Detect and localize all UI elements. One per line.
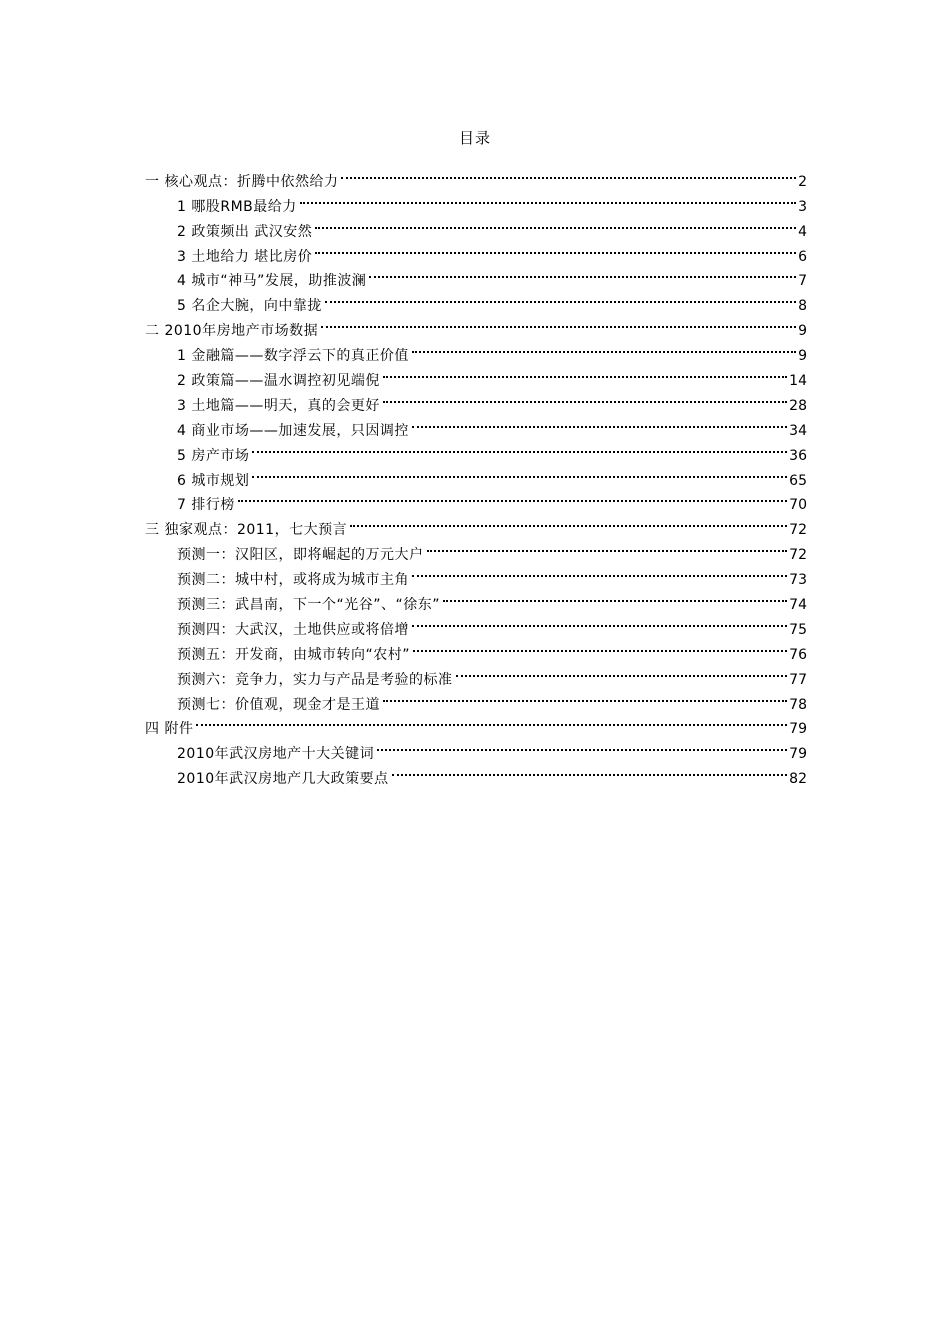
toc-entry-label: 预测四：大武汉，土地供应或将倍增 bbox=[177, 621, 409, 638]
toc-page-number: 72 bbox=[789, 522, 807, 539]
toc-page-number: 77 bbox=[789, 671, 807, 688]
toc-page-number: 74 bbox=[789, 597, 807, 614]
toc-entry-label: 1 金融篇——数字浮云下的真正价值 bbox=[177, 348, 409, 365]
toc-page-number: 79 bbox=[789, 721, 807, 738]
toc-page-number: 9 bbox=[798, 348, 807, 365]
toc-dot-leader bbox=[383, 360, 787, 385]
toc-page-number: 76 bbox=[789, 646, 807, 663]
toc-page-number: 14 bbox=[789, 373, 807, 390]
toc-entry-label: 7 排行榜 bbox=[177, 497, 235, 514]
toc-entry-label: 二 2010年房地产市场数据 bbox=[145, 323, 319, 340]
toc-page-number: 9 bbox=[798, 323, 807, 340]
toc-section-entry[interactable] bbox=[145, 509, 807, 539]
toc-entry-label: 2 政策篇——温水调控初见端倪 bbox=[177, 373, 380, 390]
toc-dot-leader bbox=[443, 584, 787, 609]
toc-dot-leader bbox=[377, 733, 787, 758]
toc-dot-leader bbox=[412, 410, 787, 435]
toc-entry-label: 预测二：城中村，或将成为城市主角 bbox=[177, 572, 409, 589]
toc-entry-label: 3 土地篇——明天，真的会更好 bbox=[177, 397, 380, 414]
toc-page-number: 79 bbox=[789, 746, 807, 763]
toc-page-number: 65 bbox=[789, 472, 807, 489]
toc-entry-label: 一 核心观点：折腾中依然给力 bbox=[145, 173, 339, 190]
toc-section-entry[interactable] bbox=[145, 709, 807, 738]
toc-page-number: 70 bbox=[789, 497, 807, 514]
toc-entry-label: 3 土地给力 堪比房价 bbox=[177, 248, 313, 265]
toc-page-number: 7 bbox=[798, 273, 807, 290]
toc-entry-label: 预测七：价值观，现金才是王道 bbox=[177, 696, 380, 713]
toc-page-number: 8 bbox=[798, 298, 807, 315]
toc-entry-label: 预测五：开发商，由城市转向“农村” bbox=[177, 646, 411, 663]
toc-dot-leader bbox=[392, 758, 788, 783]
toc-dot-leader bbox=[315, 211, 796, 236]
toc-entry-label: 4 城市“神马”发展，助推波澜 bbox=[177, 273, 367, 290]
toc-dot-leader bbox=[300, 186, 796, 211]
toc-entry-label: 预测一：汉阳区，即将崛起的万元大户 bbox=[177, 547, 424, 564]
toc-dot-leader bbox=[252, 460, 787, 485]
toc-page-number: 72 bbox=[789, 547, 807, 564]
toc-dot-leader bbox=[412, 335, 796, 360]
toc-entry-label: 4 商业市场——加速发展，只因调控 bbox=[177, 422, 409, 439]
toc-page-number: 34 bbox=[789, 422, 807, 439]
toc-dot-leader bbox=[383, 385, 787, 410]
toc-dot-leader bbox=[412, 559, 787, 584]
table-of-contents bbox=[145, 161, 807, 788]
toc-dot-leader bbox=[413, 634, 787, 659]
toc-dot-leader bbox=[341, 161, 796, 186]
toc-page-number: 2 bbox=[798, 173, 807, 190]
toc-entry-label: 5 名企大腕，向中靠拢 bbox=[177, 298, 322, 315]
toc-page-number: 73 bbox=[789, 572, 807, 589]
toc-dot-leader bbox=[383, 684, 787, 709]
toc-dot-leader bbox=[238, 485, 787, 510]
toc-dot-leader bbox=[350, 509, 787, 534]
toc-dot-leader bbox=[315, 236, 796, 261]
toc-dot-leader bbox=[369, 261, 796, 286]
toc-dot-leader bbox=[325, 285, 796, 310]
toc-subsection-entry[interactable] bbox=[145, 733, 807, 763]
toc-page-number: 78 bbox=[789, 696, 807, 713]
toc-page-number: 28 bbox=[789, 397, 807, 414]
toc-page-number: 36 bbox=[789, 447, 807, 464]
toc-entry-label: 6 城市规划 bbox=[177, 472, 250, 489]
toc-dot-leader bbox=[252, 435, 787, 460]
toc-page-number: 4 bbox=[798, 223, 807, 240]
toc-dot-leader bbox=[456, 659, 788, 684]
toc-entry-label: 5 房产市场 bbox=[177, 447, 250, 464]
toc-page-number: 82 bbox=[789, 771, 807, 788]
toc-dot-leader bbox=[321, 310, 796, 335]
toc-entry-label: 三 独家观点：2011，七大预言 bbox=[145, 522, 348, 539]
toc-entry-label: 预测三：武昌南，下一个“光谷”、“徐东” bbox=[177, 597, 441, 614]
toc-page-number: 75 bbox=[789, 621, 807, 638]
toc-entry-label: 预测六：竞争力，实力与产品是考验的标准 bbox=[177, 671, 453, 688]
toc-page-number: 6 bbox=[798, 248, 807, 265]
toc-dot-leader bbox=[412, 609, 787, 634]
toc-entry-label: 2 政策频出 武汉安然 bbox=[177, 223, 313, 240]
toc-dot-leader bbox=[427, 534, 788, 559]
toc-entry-label: 1 哪股RMB最给力 bbox=[177, 198, 297, 215]
toc-page-number: 3 bbox=[798, 198, 807, 215]
toc-title: 目录 bbox=[458, 129, 491, 147]
toc-dot-leader bbox=[196, 709, 787, 734]
toc-entry-label: 四 附件 bbox=[145, 721, 194, 738]
toc-entry-label: 2010年武汉房地产十大关键词 bbox=[177, 746, 375, 763]
toc-entry-label: 2010年武汉房地产几大政策要点 bbox=[177, 771, 389, 788]
toc-subsection-entry[interactable] bbox=[145, 485, 807, 514]
toc-section-entry[interactable] bbox=[145, 161, 807, 190]
